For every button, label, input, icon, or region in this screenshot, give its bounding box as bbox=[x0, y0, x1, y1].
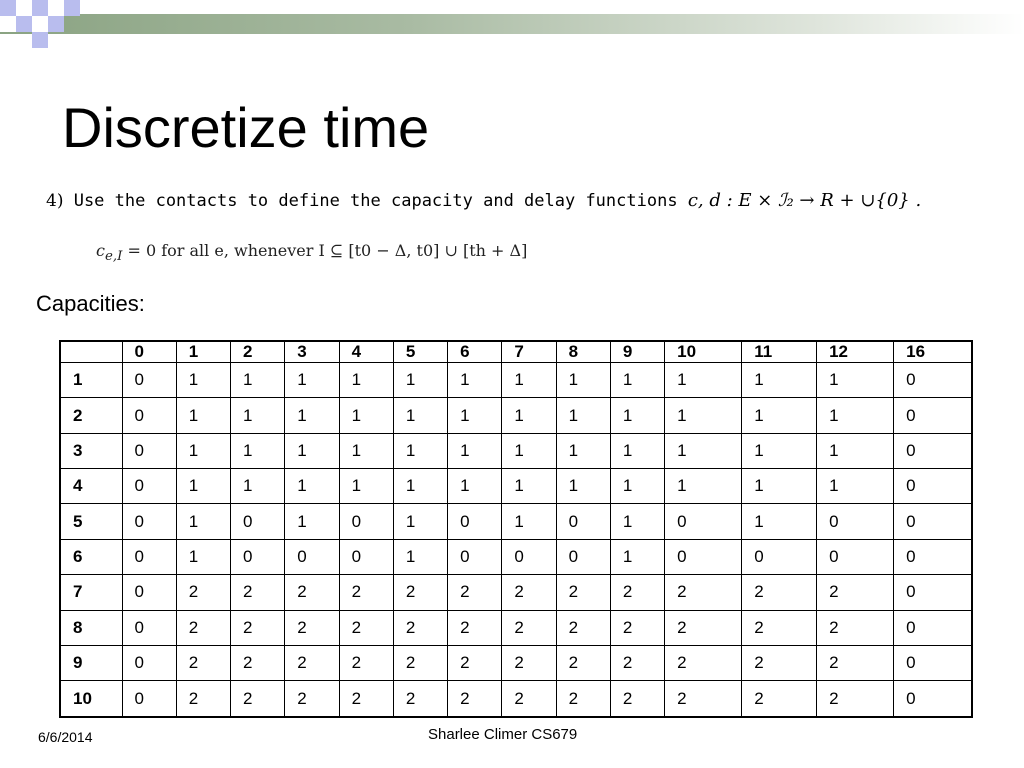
table-cell: 2 bbox=[742, 610, 817, 645]
table-cell: 0 bbox=[894, 681, 972, 717]
table-cell: 2 bbox=[231, 610, 285, 645]
column-header: 5 bbox=[393, 341, 447, 363]
table-cell: 1 bbox=[176, 433, 230, 468]
table-cell: 2 bbox=[176, 575, 230, 610]
table-cell: 1 bbox=[393, 469, 447, 504]
column-header bbox=[60, 341, 122, 363]
table-cell: 1 bbox=[448, 469, 502, 504]
footer-author: Sharlee Climer CS679 bbox=[428, 726, 578, 743]
table-cell: 1 bbox=[502, 469, 556, 504]
table-header-row bbox=[60, 341, 972, 363]
table-cell: 1 bbox=[231, 398, 285, 433]
table-cell: 1 bbox=[231, 433, 285, 468]
table-cell: 0 bbox=[339, 504, 393, 539]
table-cell: 1 bbox=[285, 469, 339, 504]
column-header: 3 bbox=[285, 341, 339, 363]
table-cell: 2 bbox=[448, 681, 502, 717]
header-band bbox=[0, 14, 1024, 34]
table-cell: 0 bbox=[122, 433, 176, 468]
table-cell: 0 bbox=[448, 504, 502, 539]
table-cell: 0 bbox=[122, 681, 176, 717]
table-cell: 2 bbox=[339, 610, 393, 645]
table-cell: 1 bbox=[742, 433, 817, 468]
table-cell: 1 bbox=[285, 433, 339, 468]
column-header: 10 bbox=[665, 341, 742, 363]
table-cell: 2 bbox=[502, 645, 556, 680]
column-header: 7 bbox=[502, 341, 556, 363]
table-cell: 0 bbox=[122, 645, 176, 680]
row-header: 1 bbox=[60, 363, 122, 398]
table-cell: 0 bbox=[231, 539, 285, 574]
table-cell: 1 bbox=[556, 433, 610, 468]
table-cell: 1 bbox=[502, 433, 556, 468]
table-cell: 2 bbox=[742, 645, 817, 680]
table-cell: 1 bbox=[817, 363, 894, 398]
table-cell: 2 bbox=[610, 645, 664, 680]
table-cell: 0 bbox=[742, 539, 817, 574]
table-cell: 1 bbox=[502, 363, 556, 398]
table-cell: 2 bbox=[665, 575, 742, 610]
column-header: 6 bbox=[448, 341, 502, 363]
table-cell: 0 bbox=[894, 645, 972, 680]
table-cell: 1 bbox=[610, 398, 664, 433]
table-cell: 0 bbox=[122, 610, 176, 645]
table-cell: 0 bbox=[122, 504, 176, 539]
table-cell: 1 bbox=[176, 539, 230, 574]
table-cell: 2 bbox=[231, 681, 285, 717]
step-statement bbox=[46, 190, 921, 212]
table-cell: 0 bbox=[894, 433, 972, 468]
column-header: 1 bbox=[176, 341, 230, 363]
table-cell: 0 bbox=[556, 539, 610, 574]
table-cell: 0 bbox=[339, 539, 393, 574]
table-cell: 1 bbox=[610, 504, 664, 539]
table-cell: 1 bbox=[231, 469, 285, 504]
table-cell: 1 bbox=[502, 504, 556, 539]
table-cell: 0 bbox=[665, 504, 742, 539]
table-cell: 1 bbox=[665, 363, 742, 398]
table-cell: 0 bbox=[502, 539, 556, 574]
table-cell: 2 bbox=[393, 681, 447, 717]
row-header: 2 bbox=[60, 398, 122, 433]
table-cell: 2 bbox=[285, 610, 339, 645]
table-cell: 2 bbox=[448, 575, 502, 610]
table-cell: 2 bbox=[448, 645, 502, 680]
table-cell: 1 bbox=[339, 433, 393, 468]
capacities-caption: Capacities: bbox=[36, 291, 145, 316]
table-cell: 2 bbox=[665, 645, 742, 680]
table-cell: 0 bbox=[894, 610, 972, 645]
capacities-table bbox=[59, 340, 973, 718]
table-cell: 1 bbox=[610, 539, 664, 574]
table-cell: 1 bbox=[742, 398, 817, 433]
row-header: 8 bbox=[60, 610, 122, 645]
table-cell: 1 bbox=[817, 398, 894, 433]
footer-date: 6/6/2014 bbox=[38, 729, 93, 745]
table-cell: 0 bbox=[231, 504, 285, 539]
table-cell: 0 bbox=[894, 539, 972, 574]
column-header: 9 bbox=[610, 341, 664, 363]
row-header: 9 bbox=[60, 645, 122, 680]
table-cell: 2 bbox=[176, 681, 230, 717]
row-header: 7 bbox=[60, 575, 122, 610]
table-cell: 1 bbox=[285, 363, 339, 398]
table-cell: 0 bbox=[556, 504, 610, 539]
table-cell: 0 bbox=[122, 469, 176, 504]
table-cell: 1 bbox=[448, 363, 502, 398]
table-cell: 2 bbox=[339, 681, 393, 717]
table-cell: 1 bbox=[817, 469, 894, 504]
table-cell: 1 bbox=[393, 433, 447, 468]
table-cell: 2 bbox=[742, 681, 817, 717]
table-cell: 2 bbox=[556, 610, 610, 645]
table-cell: 2 bbox=[285, 681, 339, 717]
table-row bbox=[60, 575, 972, 610]
slide-title: Discretize time bbox=[62, 96, 430, 159]
table-cell: 2 bbox=[556, 681, 610, 717]
table-cell: 0 bbox=[448, 539, 502, 574]
table-cell: 1 bbox=[176, 469, 230, 504]
table-cell: 2 bbox=[610, 681, 664, 717]
table-cell: 0 bbox=[122, 398, 176, 433]
table-cell: 1 bbox=[448, 398, 502, 433]
table-cell: 1 bbox=[285, 398, 339, 433]
column-header: 2 bbox=[231, 341, 285, 363]
row-header: 3 bbox=[60, 433, 122, 468]
table-cell: 1 bbox=[742, 363, 817, 398]
table-cell: 2 bbox=[556, 575, 610, 610]
column-header: 0 bbox=[122, 341, 176, 363]
table-row bbox=[60, 504, 972, 539]
table-cell: 1 bbox=[176, 398, 230, 433]
table-cell: 0 bbox=[122, 575, 176, 610]
table-cell: 1 bbox=[742, 504, 817, 539]
table-cell: 1 bbox=[176, 504, 230, 539]
table-cell: 2 bbox=[610, 610, 664, 645]
table-cell: 2 bbox=[393, 610, 447, 645]
table-cell: 1 bbox=[231, 363, 285, 398]
table-cell: 2 bbox=[285, 645, 339, 680]
table-cell: 1 bbox=[393, 363, 447, 398]
table-cell: 2 bbox=[339, 645, 393, 680]
table-cell: 1 bbox=[339, 363, 393, 398]
table-cell: 1 bbox=[393, 398, 447, 433]
table-cell: 2 bbox=[176, 610, 230, 645]
step-text: Use the contacts to define the capacity and delay functions bbox=[73, 191, 678, 211]
row-header: 10 bbox=[60, 681, 122, 717]
table-cell: 2 bbox=[817, 575, 894, 610]
table-cell: 0 bbox=[817, 504, 894, 539]
table-cell: 1 bbox=[339, 398, 393, 433]
table-cell: 1 bbox=[176, 363, 230, 398]
table-row bbox=[60, 398, 972, 433]
table-cell: 0 bbox=[122, 363, 176, 398]
table-cell: 2 bbox=[610, 575, 664, 610]
column-header: 12 bbox=[817, 341, 894, 363]
table-cell: 2 bbox=[556, 645, 610, 680]
table-row bbox=[60, 539, 972, 574]
table-cell: 0 bbox=[665, 539, 742, 574]
table-cell: 2 bbox=[817, 645, 894, 680]
column-header: 16 bbox=[894, 341, 972, 363]
table-cell: 0 bbox=[894, 469, 972, 504]
table-cell: 0 bbox=[285, 539, 339, 574]
table-cell: 2 bbox=[817, 610, 894, 645]
table-cell: 1 bbox=[285, 504, 339, 539]
table-cell: 1 bbox=[556, 469, 610, 504]
table-cell: 1 bbox=[393, 504, 447, 539]
table-cell: 1 bbox=[665, 433, 742, 468]
table-cell: 1 bbox=[339, 469, 393, 504]
table-cell: 2 bbox=[817, 681, 894, 717]
table-cell: 2 bbox=[339, 575, 393, 610]
table-cell: 2 bbox=[448, 610, 502, 645]
table-cell: 2 bbox=[231, 575, 285, 610]
condition-text: = 0 for all e, whenever I ⊆ [t bbox=[122, 241, 362, 260]
table-cell: 1 bbox=[665, 469, 742, 504]
table-cell: 1 bbox=[556, 398, 610, 433]
table-cell: 1 bbox=[610, 469, 664, 504]
table-cell: 1 bbox=[817, 433, 894, 468]
table-cell: 2 bbox=[742, 575, 817, 610]
condition-lhs-sub: e,I bbox=[104, 249, 123, 265]
column-header: 8 bbox=[556, 341, 610, 363]
table-row bbox=[60, 681, 972, 717]
step-number: 4) bbox=[46, 191, 64, 211]
table-cell: 2 bbox=[502, 681, 556, 717]
table-row bbox=[60, 645, 972, 680]
table-row bbox=[60, 610, 972, 645]
condition-rest: 0 − Δ, t0] ∪ [th + Δ] bbox=[361, 241, 528, 260]
table-cell: 2 bbox=[393, 575, 447, 610]
step-formula: c, d : E × ℐ₂ → R + ∪{0} . bbox=[687, 190, 922, 211]
table-cell: 2 bbox=[176, 645, 230, 680]
table-cell: 0 bbox=[894, 504, 972, 539]
table-cell: 0 bbox=[122, 539, 176, 574]
table-cell: 1 bbox=[665, 398, 742, 433]
table-cell: 1 bbox=[393, 539, 447, 574]
condition-statement bbox=[96, 240, 527, 268]
table-cell: 2 bbox=[285, 575, 339, 610]
table-cell: 2 bbox=[231, 645, 285, 680]
table-cell: 2 bbox=[393, 645, 447, 680]
table-cell: 0 bbox=[894, 398, 972, 433]
column-header: 4 bbox=[339, 341, 393, 363]
table-cell: 1 bbox=[610, 433, 664, 468]
table-row bbox=[60, 363, 972, 398]
table-cell: 2 bbox=[502, 575, 556, 610]
table-cell: 1 bbox=[742, 469, 817, 504]
row-header: 5 bbox=[60, 504, 122, 539]
table-cell: 1 bbox=[448, 433, 502, 468]
table-cell: 2 bbox=[502, 610, 556, 645]
condition-lhs: c bbox=[96, 241, 105, 260]
table-row bbox=[60, 469, 972, 504]
table-cell: 0 bbox=[817, 539, 894, 574]
table-cell: 1 bbox=[502, 398, 556, 433]
table-row bbox=[60, 433, 972, 468]
table-cell: 0 bbox=[894, 575, 972, 610]
table-cell: 0 bbox=[894, 363, 972, 398]
table-cell: 2 bbox=[665, 610, 742, 645]
column-header: 11 bbox=[742, 341, 817, 363]
table-cell: 1 bbox=[610, 363, 664, 398]
table-cell: 2 bbox=[665, 681, 742, 717]
row-header: 4 bbox=[60, 469, 122, 504]
row-header: 6 bbox=[60, 539, 122, 574]
table-cell: 1 bbox=[556, 363, 610, 398]
